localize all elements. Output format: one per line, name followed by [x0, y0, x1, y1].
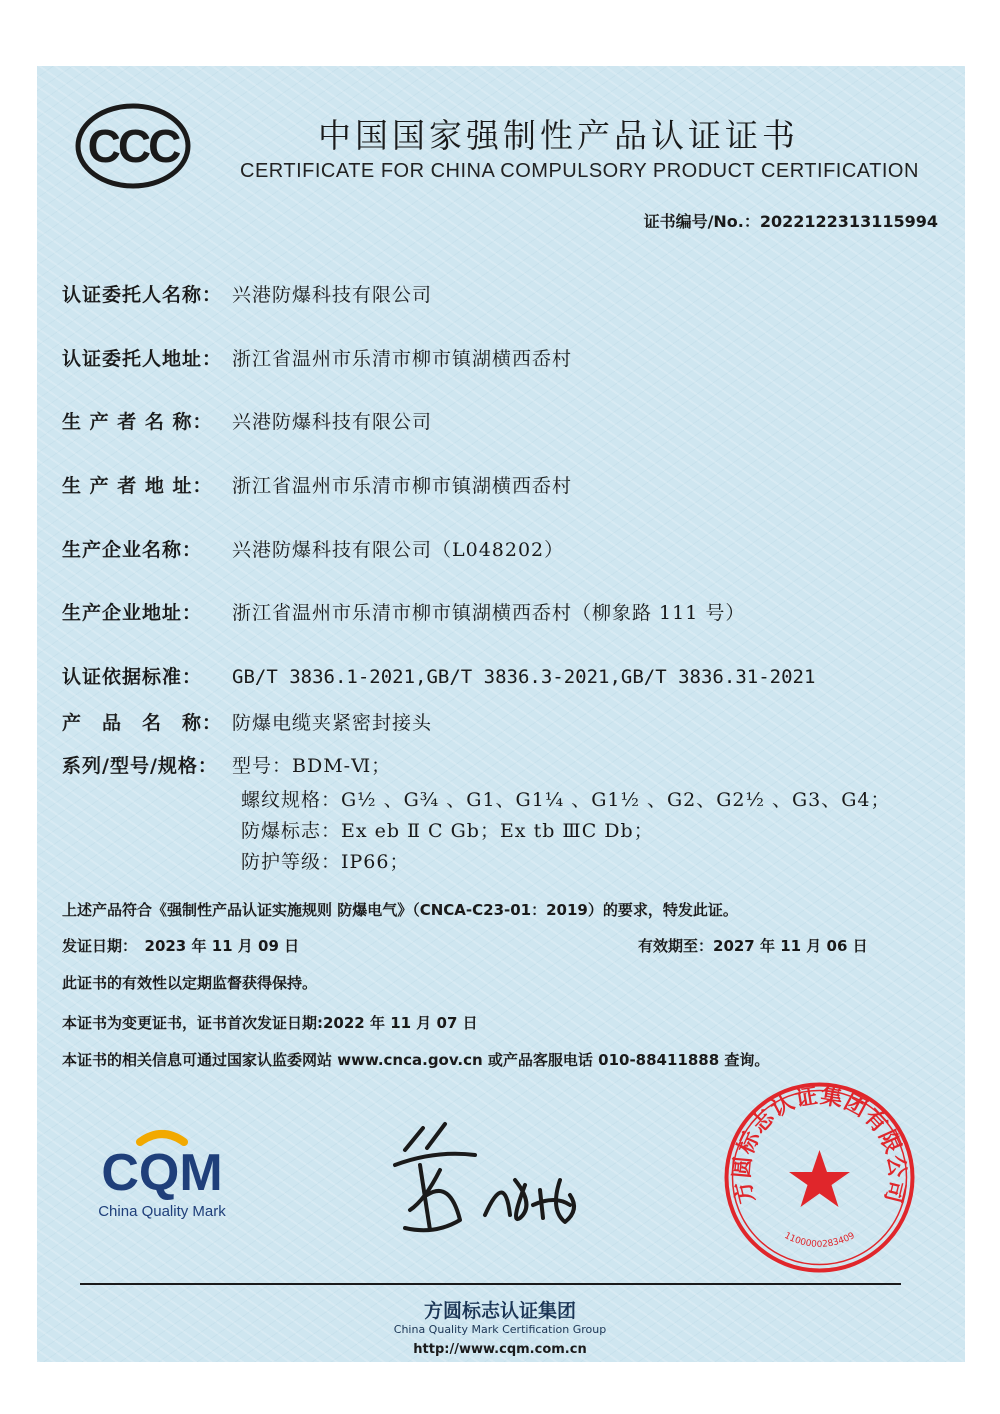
ccc-text: CCC	[87, 120, 179, 172]
seal-star-icon	[789, 1150, 850, 1207]
certificate-number: 证书编号/No.：2022122313115994	[643, 212, 938, 231]
field-value: 浙江省温州市乐清市柳市镇湖横西岙村	[232, 475, 573, 497]
spec-ex-marking: 防爆标志：Ex eb Ⅱ C Gb；Ex tb ⅢC Db；	[241, 820, 654, 842]
spec-protection: 防护等级：IP66；	[241, 851, 410, 873]
field-label: 生 产 者 名 称：	[62, 411, 213, 433]
conformity-statement: 上述产品符合《强制性产品认证实施规则 防爆电气》（CNCA-C23-01：2019）的要求，特发此证。	[62, 901, 738, 919]
footer-org-name-en: China Quality Mark Certification Group	[393, 1323, 607, 1336]
field-value: GB/T 3836.1-2021,GB/T 3836.3-2021,GB/T 3836.31-2021	[232, 666, 816, 688]
footer-org-name-cn: 方圆标志认证集团	[423, 1300, 576, 1322]
footer-divider	[80, 1283, 901, 1285]
field-label: 认证依据标准：	[62, 666, 203, 688]
seal-stamp	[722, 1080, 917, 1275]
field-value: 防爆电缆夹紧密封接头	[232, 712, 433, 734]
field-client-address	[62, 344, 572, 371]
field-client-name	[62, 280, 432, 307]
cqm-caption: China Quality Mark	[98, 1203, 226, 1220]
field-label: 产 品 名 称：	[62, 712, 223, 734]
field-value: 兴港防爆科技有限公司	[232, 284, 433, 306]
field-standards	[62, 662, 815, 689]
ccc-logo	[75, 103, 191, 189]
field-factory-address	[62, 598, 745, 625]
title-cn: 中国国家强制性产品认证证书	[318, 116, 799, 155]
validity-note: 此证书的有效性以定期监督获得保持。	[62, 974, 318, 992]
field-value: 兴港防爆科技有限公司（L048202）	[232, 539, 565, 561]
field-label: 生产企业名称：	[62, 539, 203, 561]
spec-thread: 螺纹规格：G½ 、G¾ 、G1、G1¼ 、G1½ 、G2、G2½ 、G3、G4；	[241, 789, 891, 811]
field-manufacturer-address	[62, 471, 572, 498]
footer-url: http://www.cqm.com.cn	[413, 1342, 587, 1357]
info-note: 本证书的相关信息可通过国家认监委网站 www.cnca.gov.cn 或产品客服电话 010-88411888 查询。	[62, 1051, 770, 1069]
signature	[365, 1110, 605, 1240]
field-label: 认证委托人地址：	[62, 348, 223, 370]
expiry-date: 有效期至：2027 年 11 月 06 日	[638, 937, 868, 955]
seal-number: 1100000283409	[782, 1230, 857, 1250]
title-en: CERTIFICATE FOR CHINA COMPULSORY PRODUCT CERTIFICATION	[240, 160, 919, 182]
cqm-letters: CQM	[101, 1144, 223, 1202]
field-model	[62, 751, 391, 778]
field-value: 浙江省温州市乐清市柳市镇湖横西岙村（柳象路 111 号）	[232, 602, 746, 624]
field-factory-name	[62, 535, 564, 562]
field-label: 生产企业地址：	[62, 602, 203, 624]
svg-text:1100000283409	[782, 1231, 856, 1250]
field-manufacturer-name	[62, 407, 432, 434]
field-value: 浙江省温州市乐清市柳市镇湖横西岙村	[232, 348, 573, 370]
change-note: 本证书为变更证书，证书首次发证日期:2022 年 11 月 07 日	[62, 1014, 478, 1032]
issue-date: 发证日期： 2023 年 11 月 09 日	[62, 937, 300, 955]
field-product-name	[62, 708, 432, 735]
field-label: 系列/型号/规格：	[62, 755, 218, 777]
field-value: 型号：BDM-Ⅵ；	[232, 755, 392, 777]
cqm-logo	[80, 1124, 245, 1224]
field-label: 生 产 者 地 址：	[62, 475, 213, 497]
seal-text: 方圆标志认证集团有限公司	[729, 1083, 910, 1206]
field-value: 兴港防爆科技有限公司	[232, 411, 433, 433]
field-label: 认证委托人名称：	[62, 284, 223, 306]
